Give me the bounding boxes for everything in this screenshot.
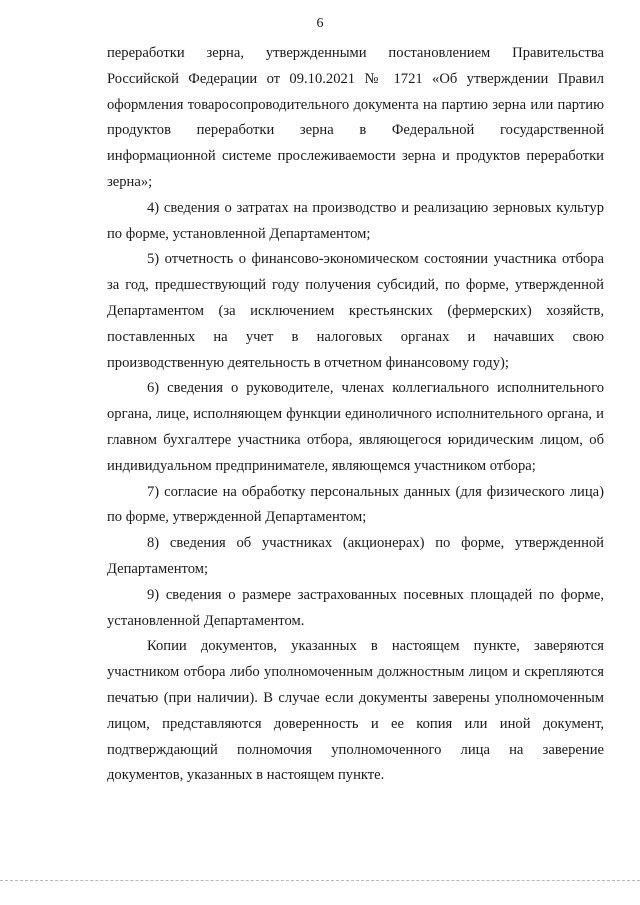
paragraph-copies: Копии документов, указанных в настоящем пункте, заверяются участником отбора либо уполномоченным должностным лицом и скрепляются печатью (при наличии). В случае если документы заверены уполномоченным лицом, представляются доверенность и ее копия или иной документ, подтверждающий полномочия уполномоченного лица на заверение документов, указанных в настоящем пункте. [107,638,604,784]
document-body [107,41,604,789]
page-number: 6 [316,16,324,31]
paragraph-continuation: переработки зерна, утвержденными постановлением Правительства Российской Федерации от 09.10.2021 № 1721 «Об утверждении Правил оформления товаросопроводительного документа на партию зерна или партию продуктов переработки зерна в Федеральной государственной информационной системе прослеживаемости зерна и продуктов переработки зерна»; [107,45,604,190]
page-bottom-divider [0,880,640,881]
list-item-9: 9) сведения о размере застрахованных посевных площадей по форме, установленной Департаментом. [107,586,604,629]
list-item-8: 8) сведения об участниках (акционерах) по форме, утвержденной Департаментом; [107,535,604,577]
list-item-6: 6) сведения о руководителе, членах коллегиального исполнительного органа, лице, исполняющем функции единоличного исполнительного органа, и главном бухгалтере участника отбора, являющегося юридическим лицом, об индивидуальном предпринимателе, являющемся участником отбора; [107,380,604,474]
list-item-4: 4) сведения о затратах на производство и реализацию зерновых культур по форме, установленной Департаментом; [107,199,604,242]
list-item-7: 7) согласие на обработку персональных данных (для физического лица) по форме, утвержденной Департаментом; [107,483,604,526]
list-item-5: 5) отчетность о финансово-экономическом состоянии участника отбора за год, предшествующий году получения субсидий, по форме, утвержденной Департаментом (за исключением крестьянских (фермерских) хозяйств, поставленных на учет в налоговых органах и начавших свою производственную деятельность в отчетном финансовому году); [107,251,604,371]
